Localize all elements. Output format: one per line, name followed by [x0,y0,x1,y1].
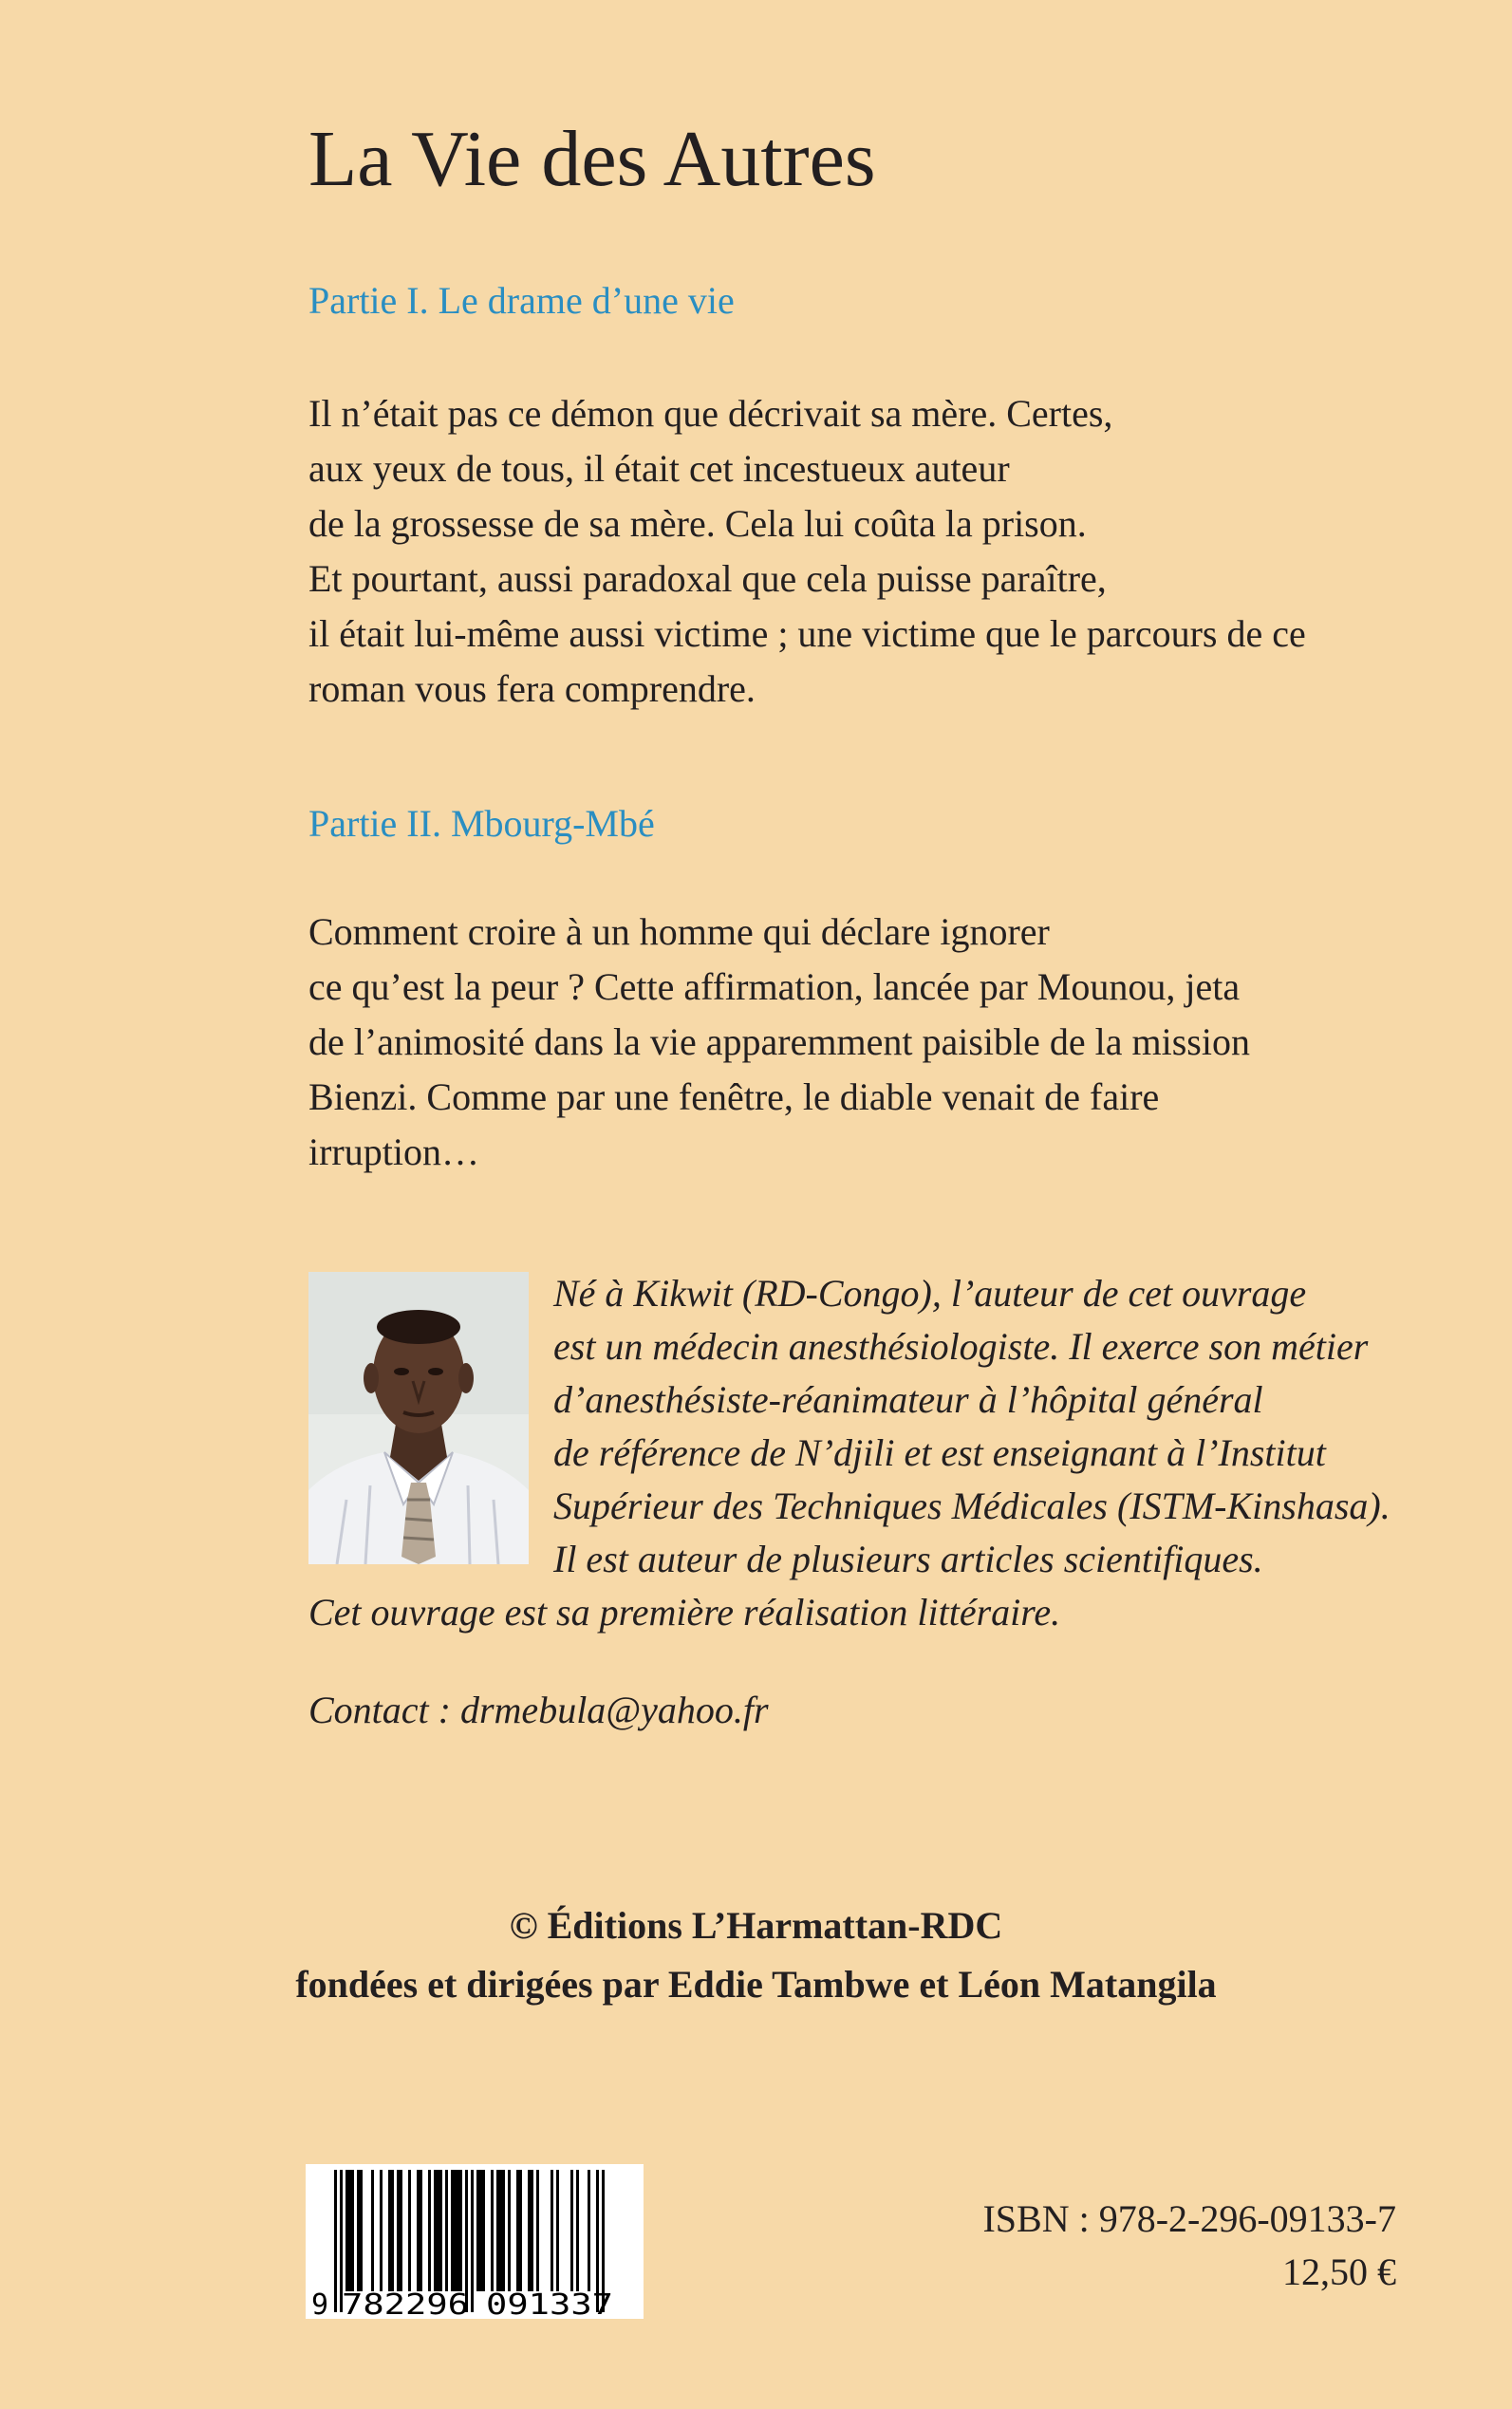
barcode-bar [531,2170,533,2291]
barcode-bar [345,2170,348,2291]
barcode-left-digits: 782296 [342,2288,469,2319]
barcode-bar [502,2170,505,2291]
barcode-bar [491,2170,494,2291]
barcode-bar [451,2170,454,2291]
barcode-bar [334,2170,337,2312]
barcode-bar [528,2170,531,2291]
author-bio [308,1267,1485,1639]
bio-line: Cet ouvrage est sa première réalisation littéraire. [308,1591,1061,1634]
barcode-bar [380,2170,383,2291]
part2-heading: Partie II. Mbourg-Mbé [308,802,655,845]
barcode-bar [479,2170,482,2291]
part1-line: il était lui-même aussi victime ; une victime que le parcours de ce [308,612,1306,655]
isbn-price-block [982,2193,1396,2299]
barcode-bar [437,2170,439,2291]
part1-line: roman vous fera comprendre. [308,667,756,710]
part1-heading: Partie I. Le drame d’une vie [308,279,735,322]
part2-summary [308,905,1476,1180]
part2-line: Bienzi. Comme par une fenêtre, le diable venait de faire [308,1075,1160,1118]
barcode-bar [428,2170,431,2291]
part1-line: Et pourtant, aussi paradoxal que cela puisse paraître, [308,557,1107,600]
author-contact: Contact : drmebula@yahoo.fr [308,1689,769,1731]
barcode-bar [400,2170,402,2291]
barcode-bar [551,2170,553,2291]
barcode-bar [357,2170,360,2291]
barcode-bar [348,2170,351,2291]
barcode-bar [397,2170,400,2291]
barcode-bar [482,2170,485,2291]
barcode-bar [391,2170,394,2291]
part2-line: Comment croire à un homme qui déclare ignorer [308,910,1050,953]
bio-line: de référence de N’djili et est enseignant à l’Institut [553,1431,1326,1474]
barcode-first-digit: 9 [311,2288,329,2319]
barcode-bar [445,2170,448,2291]
barcode-bar [457,2170,459,2291]
barcode-bar [476,2170,479,2291]
barcode-bar [499,2170,502,2291]
barcode-bar [371,2170,374,2291]
part1-line: de la grossesse de sa mère. Cela lui coûta la prison. [308,502,1087,545]
publisher-name: © Éditions L’Harmattan-RDC [509,1904,1003,1947]
publisher-founders: fondées et dirigées par Eddie Tambwe et Léon Matangila [295,1963,1217,2006]
barcode-bar [351,2170,354,2291]
isbn-barcode [306,2164,644,2319]
barcode-bar [556,2170,559,2291]
book-title: La Vie des Autres [308,115,876,203]
bio-line: d’anesthésiste-réanimateur à l’hôpital général [553,1378,1263,1421]
barcode-bar [459,2170,462,2291]
barcode-bar [388,2170,391,2291]
barcode-bar [417,2170,420,2291]
part2-line: de l’animosité dans la vie apparemment paisible de la mission [308,1020,1250,1063]
barcode-bar [536,2170,539,2291]
part1-line: aux yeux de tous, il était cet incestueux auteur [308,447,1010,490]
barcode-bar [471,2170,474,2312]
part2-line: irruption… [308,1130,479,1173]
isbn-number: ISBN : 978-2-296-09133-7 [982,2197,1396,2240]
bio-line: Supérieur des Techniques Médicales (ISTM-Kinshasa). [553,1485,1391,1527]
bio-line: Né à Kikwit (RD-Congo), l’auteur de cet ouvrage [553,1272,1307,1315]
barcode-bar [508,2170,511,2291]
barcode-bar [576,2170,579,2291]
barcode-bar [454,2170,457,2291]
barcode-bar [420,2170,422,2291]
part1-summary [308,386,1476,717]
barcode-bar [360,2170,363,2291]
price: 12,50 € [1282,2250,1396,2293]
barcode-bar [434,2170,437,2291]
barcode-bar [570,2170,573,2291]
barcode-right-digits: 091337 [486,2288,613,2319]
part1-line: Il n’était pas ce démon que décrivait sa mère. Certes, [308,392,1113,435]
barcode-bar [496,2170,499,2291]
part2-line: ce qu’est la peur ? Cette affirmation, lancée par Mounou, jeta [308,965,1241,1008]
barcode-bar [588,2170,590,2291]
barcode-bar [408,2170,411,2291]
bio-line: Il est auteur de plusieurs articles scientifiques. [553,1538,1263,1580]
bio-line: est un médecin anesthésiologiste. Il exerce son métier [553,1325,1369,1368]
barcode-bar [519,2170,522,2291]
barcode-bar [439,2170,442,2291]
barcode-bar [516,2170,519,2291]
publisher-credit [0,1896,1512,2014]
